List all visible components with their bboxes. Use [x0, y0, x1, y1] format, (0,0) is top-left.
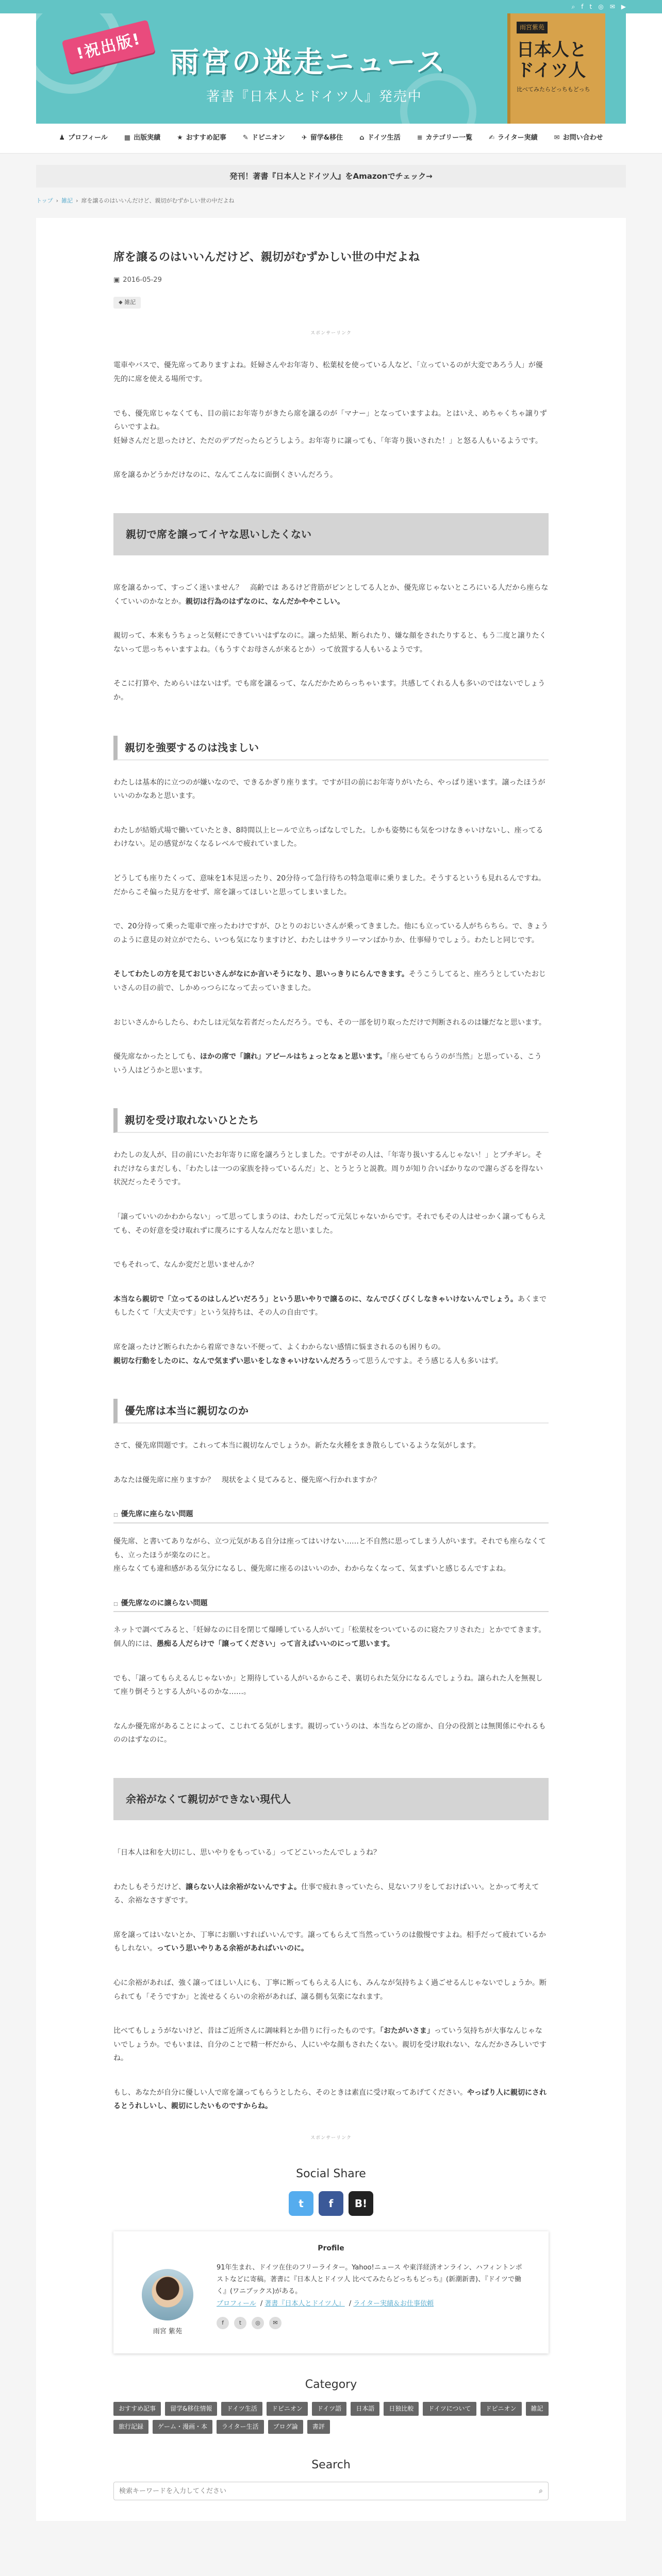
category-item[interactable]: ゲーム・漫画・本: [153, 2420, 212, 2434]
share-title: Social Share: [296, 2167, 366, 2181]
paragraph: わたしは基本的に立つのが嫌いなので、できるかぎり座ります。ですが目の前にお年寄りがいたら、やっぱり迷います。譲ったほうがいいのかなあと思います。: [113, 778, 545, 801]
nav-label: ライター実績: [498, 134, 538, 142]
tag-icon: ⬥: [119, 298, 125, 306]
category-item[interactable]: ドイツ生活: [221, 2402, 262, 2416]
paragraph: でも、優先席じゃなくても、目の前にお年寄りがきたら席を譲るのが「マナー」となっていますよね。とはいえ、めちゃくちゃ譲りずらいですよね。 妊婦さんだと思ったけど、ただのデブだったらどうしよう。お年寄りに譲っても、「年寄り扱いされた！」と怒る人もいるようです。: [113, 409, 547, 445]
nav-publications[interactable]: [116, 124, 169, 153]
paragraph: なんか優先席があることによって、こじれてる気がします。親切っていうのは、本当ならどの席か、自分の役割とは無関係にやれるもののはずなのに。: [113, 1722, 546, 1744]
search-input[interactable]: [119, 2487, 539, 2495]
twitter-icon[interactable]: t: [589, 3, 592, 10]
subsection-heading: □ 優先席なのに譲らない問題: [113, 1597, 549, 1613]
section-heading: 余裕がなくて親切ができない現代人: [113, 1778, 549, 1820]
paragraph: 親切って、本来もうちょっと気軽にできていいはずなのに。譲った結果、断られたり、嫌な顔をされたりすると、もう二度と譲りたくないって思っちゃいますよね。（もうすぐお母さんが来るとか）って放置する人もいるようです。: [113, 632, 547, 654]
hatena-share-button[interactable]: B!: [349, 2191, 373, 2216]
instagram-icon[interactable]: ◎: [598, 3, 604, 10]
category-item[interactable]: おすすめ記事: [113, 2402, 161, 2416]
post-tag[interactable]: [113, 297, 141, 309]
paragraph: そこに打算や、ためらいはないはず。でも席を譲るって、なんだかためらっちゃいます。共感してくれる人も多いのではないでしょうか。: [113, 680, 545, 702]
category-item[interactable]: 書評: [307, 2420, 330, 2434]
nav-label: お問い合わせ: [562, 134, 603, 142]
book-link[interactable]: 著書『日本人とドイツ人』: [264, 2299, 345, 2308]
calendar-icon: ▣: [113, 276, 120, 284]
nav-profile[interactable]: [51, 124, 115, 153]
profile-body: [134, 2262, 528, 2338]
profile-sns: [217, 2317, 528, 2329]
nav-label: ドイツ生活: [367, 134, 401, 142]
article-container: [36, 218, 626, 2521]
paragraph: わたしの友人が、目の前にいたお年寄りに席を譲ろうとしました。ですがその人は、「年寄り扱いするんじゃない！」とプチギレ。それだけならまだしも、「わたしは一つの家族を持っているんだ」と、とうとうと説教。周りが知り合いばかりなので謝らざるを得ない状況だったそうです。: [113, 1151, 543, 1187]
star-icon: ★: [177, 134, 183, 142]
paragraph: どうしても座りたくって、意味を1本見送ったり、20分待って急行待ちの特急電車に乗りました。そうするというも見れるんですね。だからこそ偏った見方をせず、席を譲ってほしいと思ってしまいました。: [113, 874, 546, 896]
site-title[interactable]: 雨宮の迷走ニュース: [170, 45, 448, 79]
category-item[interactable]: 留学&移住情報: [165, 2402, 217, 2416]
book-author: 雨宮紫苑: [517, 22, 548, 33]
category-item[interactable]: ドピニオン: [267, 2402, 308, 2416]
category-item[interactable]: ドイツについて: [423, 2402, 476, 2416]
paragraph: 優先席なかったとしても、ほかの席で「譲れ」アピールはちょっとなぁと思います。「座らせてもらうのが当然」と思っている、こういう人はどうかと思います。: [113, 1053, 542, 1075]
chevron-right-icon: ›: [76, 197, 78, 205]
profile-text: [217, 2262, 528, 2338]
category-item[interactable]: 日独比較: [384, 2402, 419, 2416]
tag-label: 雑記: [124, 298, 136, 306]
profile-card: [113, 2231, 549, 2353]
profile-link[interactable]: プロフィール: [217, 2299, 256, 2308]
breadcrumb-category[interactable]: 雑記: [61, 197, 73, 205]
mail-icon[interactable]: ✉: [269, 2317, 282, 2329]
paragraph: おじいさんからしたら、わたしは元気な若者だったんだろう。でも、その一部を切り取っただけで判断されるのは嫌だなと思います。: [113, 1018, 546, 1027]
nav-writer[interactable]: [481, 124, 546, 153]
paragraph: 席を譲ってはいないとか、丁寧にお願いすればいいんです。譲ってもらえて当然っていうのは傲慢ですよね。相手だって疲れているかもしれない。っていう思いやりある余裕があればいいのに。: [113, 1930, 546, 1953]
twitter-icon[interactable]: t: [234, 2317, 246, 2329]
book-icon: ▦: [124, 134, 131, 142]
breadcrumb-home[interactable]: トップ: [36, 197, 53, 205]
category-list: [113, 2402, 549, 2434]
book-cover[interactable]: [507, 13, 605, 124]
page-title: 席を譲るのはいいんだけど、親切がむずかしい世の中だよね: [113, 251, 420, 264]
paragraph: あなたは優先席に座りますか？ 現状をよく見てみると、優先席へ行かれますか？: [113, 1476, 380, 1484]
article-body: [113, 359, 549, 2113]
category-item[interactable]: ブログ論: [268, 2420, 303, 2434]
mail-icon[interactable]: ✉: [609, 3, 615, 10]
nav-label: 出版実績: [134, 134, 161, 142]
search-icon[interactable]: ⌕: [539, 2487, 543, 2496]
paragraph: 比べてもしょうがないけど、昔はご近所さんに調味料とか借りに行ったものです。「おたがいさま」っていう気持ちが大事なんじゃないでしょうか。でもいまは、自分のことで精一杯だから、人にいやな顔もされたくない。親切を受け取れない、なんだかさみしいですね。: [113, 2027, 547, 2063]
nav-label: 留学&移住: [310, 134, 343, 142]
person-icon: ♟: [59, 134, 65, 142]
breadcrumb: [36, 194, 626, 209]
post-meta: [113, 274, 549, 287]
book-title: 日本人とドイツ人: [517, 39, 587, 81]
notice-wrapper: [0, 154, 662, 188]
amazon-notice-link[interactable]: 発刊！著書『日本人とドイツ人』をAmazonでチェック→: [36, 165, 626, 188]
writer-link[interactable]: ライター実績＆お仕事依頼: [353, 2299, 434, 2308]
paragraph: 席を譲るかって、すっごく迷いません？ 高齢では あるけど背筋がピンとしてる人とか、優先席じゃないところにいる人だから座らなくていいのかなとか。親切は行為のはずなのに、なんだかややこしい。: [113, 584, 549, 606]
paragraph: 「日本人は和を大切にし、思いやりをもっている」ってどこいったんでしょうね？: [113, 1848, 380, 1857]
pencil-icon: ✎: [242, 134, 249, 142]
subsection-heading: □ 優先席に座らない問題: [113, 1507, 549, 1523]
paragraph: 席を譲ったけど断られたから着席できない不便って、よくわからない感情に悩まされるのも困りもの。 親切な行動をしたのに、なんで気まずい思いをしなきゃいけないんだろうって思うんですよ。そう感じる人も多いはず。: [113, 1343, 503, 1365]
paragraph: 優先席、と書いてありながら、立つ元気がある自分は座ってはいけない……と不自然に思ってしまう人がいます。それでも座らなくても、立ったほうが楽なのにと。 座らなくても違和感がある気分になるし、優先席に座るのはいいのか、わからなくなって、気まずいと感じるんですよね。: [113, 1537, 546, 1573]
author-bio: 91年生まれ、ドイツ在住のフリーライター。Yahoo!ニュース や東洋経済オンライン、ハフィントンポストなどに寄稿。著書に『日本人とドイツ人 比べてみたらどっちもどっち』(新潮新書)、『ドイツで働く』(ワニブックス)がある。: [217, 2263, 522, 2296]
avatar: [142, 2269, 193, 2320]
tag-row: [113, 295, 549, 309]
sponsor-label: スポンサーリンク: [310, 331, 352, 336]
category-item[interactable]: ドピニオン: [481, 2402, 522, 2416]
mail-icon: ✉: [554, 134, 560, 142]
book-subtitle: 比べてみたらどっちもどっち: [517, 86, 590, 93]
chevron-right-icon: ›: [56, 197, 59, 205]
nav-label: ドピニオン: [251, 134, 285, 142]
facebook-share-button[interactable]: f: [319, 2191, 343, 2216]
nav-recommended[interactable]: [169, 124, 235, 153]
nav-opinion[interactable]: [235, 124, 293, 153]
profile-heading: Profile: [318, 2244, 344, 2252]
header-banner[interactable]: [36, 13, 626, 124]
profile-links: プロフィール / 著書『日本人とドイツ人』 / ライター実績＆お仕事依頼: [217, 2299, 434, 2308]
writing-icon: ✍: [489, 134, 495, 142]
category-item[interactable]: 雑記: [526, 2402, 549, 2416]
twitter-share-button[interactable]: t: [289, 2191, 313, 2216]
section-heading: 優先席は本当に親切なのか: [113, 1399, 549, 1423]
paragraph: わたしもそうだけど、譲らない人は余裕がないんですよ。仕事で疲れきっていたら、見ないフリをしておけばいい。とかって考えてる、余裕なさすぎです。: [113, 1883, 539, 1905]
instagram-icon[interactable]: ◎: [252, 2317, 264, 2329]
global-nav: [0, 124, 662, 154]
section-heading: 親切で席を譲ってイヤな思いしたくない: [113, 513, 549, 555]
paragraph: ネットで調べてみると、「妊婦なのに目を閉じて爆睡している人がいて」「松葉杖をついているのに寝たフリされた」とかでてきます。個人的には、愚痴る人だらけで「譲ってください」って言えばいいのにって思います。: [113, 1626, 546, 1648]
section-heading: 親切を受け取れないひとたち: [113, 1108, 549, 1133]
nav-label: プロフィール: [68, 134, 108, 142]
sponsor-label: スポンサーリンク: [310, 2136, 352, 2141]
search-box: [113, 2482, 549, 2500]
home-icon: ⌂: [359, 134, 365, 142]
facebook-icon[interactable]: f: [217, 2317, 229, 2329]
top-sns-bar: [0, 0, 662, 13]
paragraph: で、20分待って乗った電車で座ったわけですが、ひとりのおじいさんが乗ってきました。他にも立っている人がちらちら。で、きょうのように意見の対立がでたら、いつも気になりますけど、わたしはサラリーマンばかりか、仕事帰りでしょう。わたしと同じです。: [113, 922, 549, 944]
paragraph: でも、「譲ってもらえるんじゃないか」と期待している人がいるからこそ、裏切られた気分になるんでしょうね。譲られた人を無視して座り倒そうとする人がいるのかな……。: [113, 1674, 543, 1697]
paragraph: わたしが結婚式場で働いていたとき、8時間以上ヒールで立ちっぱなしでした。しかも姿勢にも気をつけなきゃいけないし、座ってるわけない。足の感覚がなくなるレベルで疲れていました。: [113, 826, 543, 849]
post-date: 2016-05-29: [123, 276, 162, 284]
publication-badge: !祝出版!: [62, 20, 156, 74]
paragraph: 席を譲るかどうかだけなのに、なんてこんなに面倒くさいんだろう。: [113, 471, 337, 480]
nav-label: カテゴリー一覧: [425, 134, 473, 142]
category-item[interactable]: 旅行記録: [113, 2420, 148, 2434]
footer-space: [0, 2521, 662, 2536]
facebook-icon[interactable]: f: [581, 3, 584, 10]
site-header: [0, 0, 662, 154]
category-title: Category: [305, 2378, 357, 2392]
search-title: Search: [311, 2458, 351, 2471]
category-item[interactable]: 日本語: [351, 2402, 379, 2416]
nav-germany-life[interactable]: [351, 124, 409, 153]
nav-label: おすすめ記事: [186, 134, 226, 142]
paragraph: さて、優先席問題です。これって本当に親切なんでしょうか。新たな火種をまき散らしているような気がします。: [113, 1442, 481, 1450]
paragraph: 電車やバスで、優先席ってありますよね。妊婦さんやお年寄り、松葉杖を使っている人など、「立っているのが大変であろう人」が優先的に席を使える場所です。: [113, 361, 543, 384]
nav-study-abroad[interactable]: [293, 124, 351, 153]
youtube-icon[interactable]: ▶: [621, 3, 626, 10]
nav-categories[interactable]: [409, 124, 481, 153]
breadcrumb-current: 席を譲るのはいいんだけど、親切がむずかしい世の中だよね: [81, 197, 235, 205]
paragraph: でもそれって、なんか変だと思いませんか？: [113, 1261, 258, 1269]
paragraph: 「譲っていいのかわからない」って思ってしまうのは、わたしだって元気じゃないからです。それでもその人はせっかく譲ってもらえても、その好意を受け取れずに蔑ろにする人なんだなと思いました。: [113, 1213, 546, 1235]
paragraph: 本当なら親切で「立ってるのはしんどいだろう」という思いやりで譲るのに、なんでびくびくしなきゃいけないんでしょう。あくまでもしたくて「大丈夫です」という気持ちは、その人の自由です。: [113, 1295, 547, 1317]
paragraph: 心に余裕があれば、強く譲ってほしい人にも、丁寧に断ってもらえる人にも、みんなが気持ちよく過ごせるんじゃないでしょうか。断られても「そうですか」と流せるくらいの余裕があれば、譲る側も気楽になれます。: [113, 1978, 547, 2001]
paragraph: もし、あなたが自分に優しい人で席を譲ってもらうとしたら、そのときは素直に受け取ってあげてください。やっぱり人に親切にされるとうれしいし、親切にしたいものですからね。: [113, 2088, 547, 2111]
list-icon: ≡: [417, 134, 423, 142]
plane-icon: ✈: [301, 134, 307, 142]
search-icon[interactable]: ⌕: [571, 3, 575, 10]
section-heading: 親切を強要するのは浅ましい: [113, 736, 549, 760]
author-name: 雨宮 紫苑: [153, 2327, 183, 2335]
paragraph: そしてわたしの方を見ておじいさんがなにか言いそうになり、思いっきりにらんできます。そうこうしてると、座ろうとしていたおじいさんの目の前で、しかめっつらになって去っていきました。: [113, 970, 546, 992]
banner-subtitle: 著書『日本人とドイツ人』発売中: [206, 89, 422, 105]
category-item[interactable]: ライター生活: [217, 2420, 264, 2434]
avatar-column: [134, 2262, 201, 2338]
nav-contact[interactable]: [546, 124, 611, 153]
share-buttons: [113, 2191, 549, 2216]
category-item[interactable]: ドイツ語: [312, 2402, 346, 2416]
